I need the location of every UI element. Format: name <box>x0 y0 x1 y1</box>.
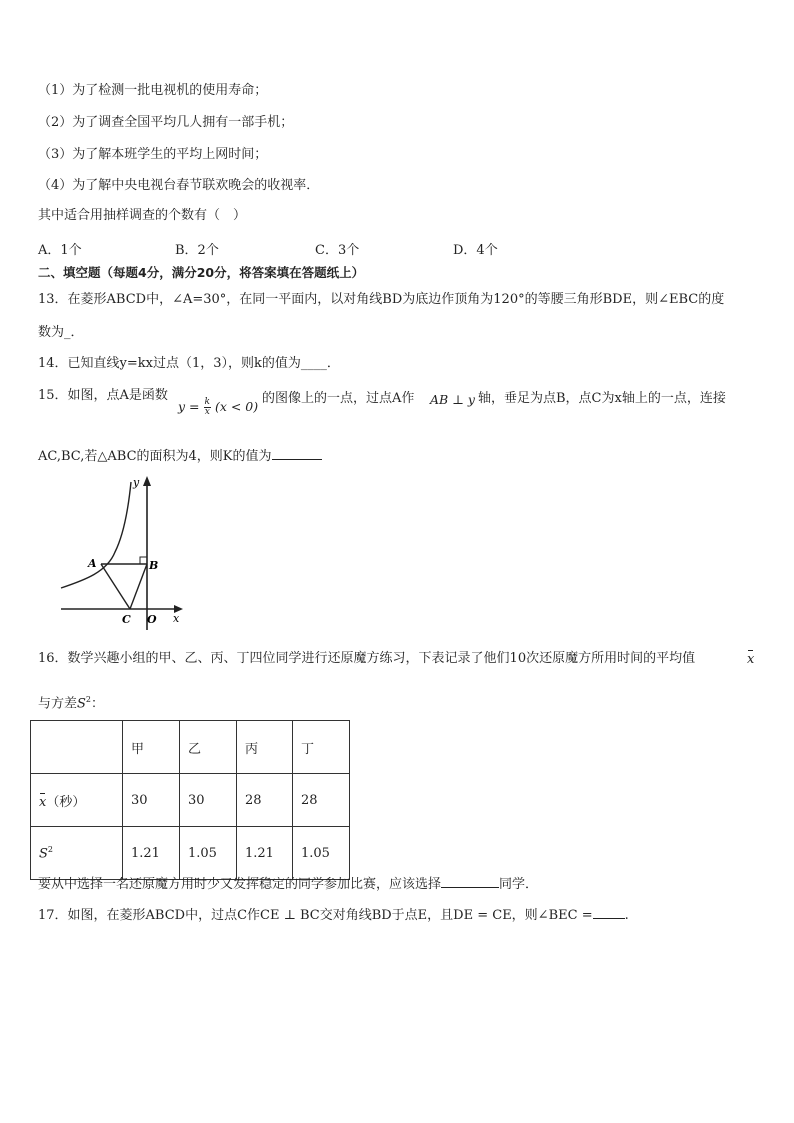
q16-table <box>30 720 350 880</box>
q16-line-2: 与方差 <box>38 696 78 712</box>
q16-after-b: 同学． <box>499 877 539 892</box>
q15-line-2: AC,BC,若△ABC的面积为4，则K的值为 <box>38 449 272 464</box>
q14-text: 14．已知直线y=kx过点（1，3），则k的值为____． <box>38 356 340 371</box>
q12-option-d: D．4个 <box>453 243 498 258</box>
table-cell: 30 <box>123 774 180 827</box>
q15-figure <box>55 472 190 634</box>
q15-func-y: y = <box>178 399 200 414</box>
q16-s2: S <box>77 696 86 712</box>
q12-option-c: C．3个 <box>315 243 360 258</box>
q15-part-2: 的图像上的一点，过点A作 <box>262 391 415 406</box>
q16-answer-blank[interactable] <box>441 887 499 888</box>
segment-ac <box>101 564 130 609</box>
q16-line-1: 16．数学兴趣小组的甲、乙、丙、丁四位同学进行还原魔方练习，下表记录了他们10次还原魔方所用时间的平均值 <box>38 651 696 666</box>
q15-answer-blank[interactable] <box>272 459 322 460</box>
table-header-cell <box>31 721 123 774</box>
variance-symbol: S <box>39 846 48 862</box>
q12-item-2: （2）为了调查全国平均几人拥有一部手机； <box>38 115 294 130</box>
table-cell: 1.05 <box>180 827 237 880</box>
q17-answer-blank[interactable] <box>593 918 625 919</box>
q17-end: . <box>624 908 629 923</box>
q15-part-3: 轴，垂足为点B，点C为x轴上的一点，连接 <box>478 391 726 406</box>
q12-option-b: B．2个 <box>175 243 219 258</box>
mean-symbol: x <box>39 794 47 810</box>
q16-after-wrap <box>38 876 538 894</box>
q16-after-a: 要从中选择一名还原魔方用时少又发挥稳定的同学参加比赛，应该选择 <box>38 877 442 892</box>
table-cell: 28 <box>237 774 293 827</box>
segment-bc <box>130 564 147 609</box>
table-cell: 1.21 <box>123 827 180 880</box>
q15-line-2-wrap <box>38 448 322 466</box>
hyperbola-curve <box>61 482 131 588</box>
y-axis-label: y <box>133 476 140 489</box>
point-b-label: B <box>149 559 159 572</box>
table-cell: 28 <box>293 774 350 827</box>
q15-function-formula <box>178 398 258 417</box>
q17-wrap <box>38 907 629 925</box>
table-row <box>31 827 350 880</box>
q16-s2-sup: 2 <box>85 695 92 704</box>
q12-item-3: （3）为了解本班学生的平均上网时间； <box>38 147 268 162</box>
q17-text: 17．如图，在菱形ABCD中，过点C作CE ⊥ BC交对角线BD于点E，且DE = CE，则∠BEC = <box>38 908 593 923</box>
table-cell: 30 <box>180 774 237 827</box>
variance-sup: 2 <box>47 844 53 854</box>
q13-line-2: 数为_． <box>38 325 84 340</box>
q15-func-cond: (x < 0) <box>214 399 259 414</box>
table-row <box>31 774 350 827</box>
y-axis-arrow <box>143 476 151 486</box>
table-row-label <box>31 774 123 827</box>
mean-unit: （秒） <box>46 794 86 810</box>
q16-xbar: x <box>747 652 755 667</box>
point-c-label: C <box>122 613 131 626</box>
table-header-cell: 乙 <box>180 721 237 774</box>
q12-item-1: （1）为了检测一批电视机的使用寿命； <box>38 83 268 98</box>
section-heading: 二、填空题（每题4分，满分20分，将答案填在答题纸上） <box>38 265 365 280</box>
table-cell: 1.05 <box>293 827 350 880</box>
q15-func-num: k <box>204 397 210 407</box>
table-header-cell: 丁 <box>293 721 350 774</box>
q13-line-1: 13．在菱形ABCD中，∠A=30°，在同一平面内，以对角线BD为底边作顶角为120°的等腰三角形BDE，则∠EBC的度 <box>38 292 725 307</box>
origin-label: O <box>147 613 157 626</box>
table-header-cell: 丙 <box>237 721 293 774</box>
table-cell: 1.21 <box>237 827 293 880</box>
q15-perp: AB ⊥ y <box>430 392 475 407</box>
q12-stem: 其中适合用抽样调查的个数有（ ） <box>38 208 247 223</box>
x-axis-label: x <box>173 612 180 625</box>
q12-option-a: A．1个 <box>38 243 82 258</box>
q16-colon: ： <box>91 696 105 712</box>
table-header-cell: 甲 <box>123 721 180 774</box>
table-row-label <box>31 827 123 880</box>
q12-item-4: （4）为了解中央电视台春节联欢晚会的收视率． <box>38 178 320 193</box>
q15-func-den: x <box>204 407 210 417</box>
table-row <box>31 721 350 774</box>
q16-line-2-wrap <box>38 691 104 713</box>
q15-func-fraction <box>204 398 211 417</box>
point-a-label: A <box>88 557 97 570</box>
right-angle-marker <box>140 557 147 564</box>
q15-part-1: 15．如图，点A是函数 <box>38 388 168 403</box>
